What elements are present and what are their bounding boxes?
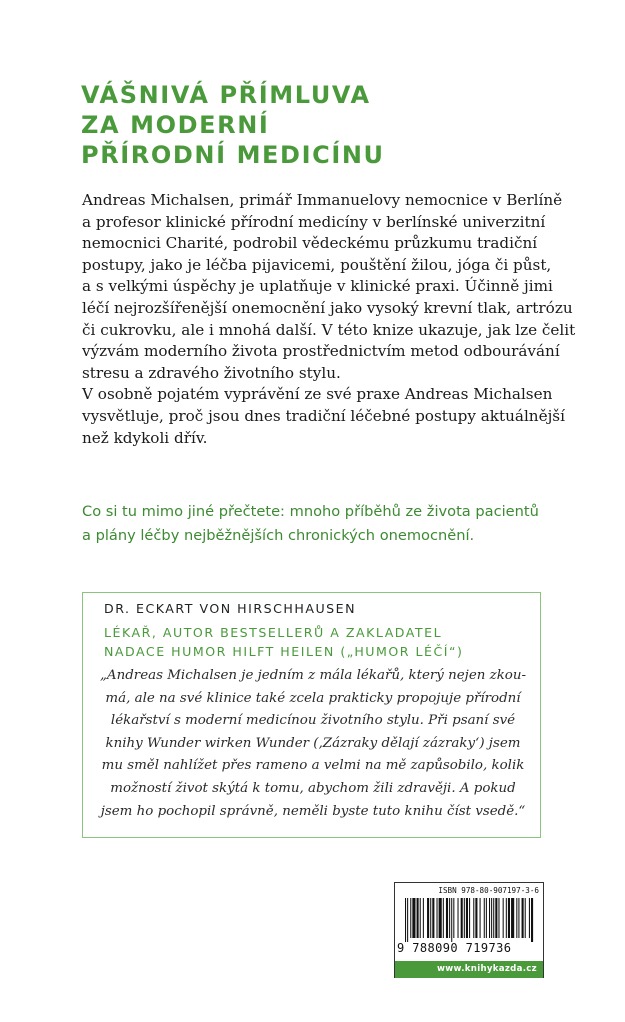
barcode-bar	[437, 898, 438, 938]
teaser-line: Co si tu mimo jiné přečtete: mnoho příběhů ze života pacientů	[82, 503, 539, 520]
description-paragraph	[82, 190, 576, 449]
barcode-bar	[473, 898, 474, 938]
teaser-line: a plány léčby nejběžnějších chronických onemocnění.	[82, 527, 475, 544]
description-line: postupy, jako je léčba pijavicemi, pouštění žilou, jóga či půst,	[82, 255, 552, 274]
quote-line: má, ale na své klinice také zcela prakticky propojuje přírodní	[105, 690, 521, 706]
endorsement-quote	[97, 665, 529, 823]
barcode-bar	[511, 898, 514, 938]
barcode-bar	[493, 898, 494, 938]
barcode-bars	[405, 898, 535, 942]
barcode-bar	[423, 898, 424, 938]
barcode-bar	[498, 898, 499, 938]
barcode-bar	[469, 898, 470, 938]
endorser-role-line: NADACE HUMOR HILFT HEILEN („HUMOR LÉČÍ“)	[104, 644, 464, 659]
description-line: či cukrovku, ale i mnohá další. V této knize ukazuje, jak lze čelit	[82, 320, 576, 339]
barcode-bar	[449, 898, 450, 938]
description-line: než kdykoli dřív.	[82, 428, 208, 447]
barcode-bar	[518, 898, 519, 938]
barcode-bar	[503, 898, 504, 938]
barcode-bar	[407, 898, 408, 942]
barcode-bar	[529, 898, 530, 938]
description-line: léčí nejrozšířenější onemocnění jako vysoký krevní tlak, artrózu	[82, 298, 573, 317]
isbn-label: ISBN 978-80-907197-3-6	[438, 886, 539, 895]
barcode-bar	[420, 898, 421, 938]
quote-line: „Andreas Michalsen je jedním z mála lékařů, který nejen zkou-	[99, 668, 527, 683]
barcode-bar	[480, 898, 481, 938]
barcode-bar	[508, 898, 510, 938]
barcode-bar	[439, 898, 442, 938]
description-line: a s velkými úspěchy je uplatňuje v klinické praxi. Účinně jimi	[82, 277, 553, 296]
endorser-role-line: LÉKAŘ, AUTOR BESTSELLERŮ A ZAKLADATEL	[104, 625, 443, 640]
barcode-digits: 9 788090 719736	[397, 941, 512, 955]
barcode-block	[394, 882, 544, 978]
barcode-bar	[412, 898, 415, 938]
quote-line: knihy Wunder wirken Wunder (‚Zázraky dělají zázraky‘) jsem	[105, 735, 521, 751]
description-line: stresu a zdravého životního stylu.	[82, 363, 341, 382]
barcode-bar	[443, 898, 444, 938]
barcode-bar	[410, 898, 411, 938]
barcode-bar	[430, 898, 431, 938]
publisher-website: www.knihykazda.cz	[395, 961, 543, 978]
barcode-bar	[525, 898, 526, 938]
teaser-text	[82, 500, 562, 548]
description-line: výzvám moderního života prostřednictvím metod odbourávání	[82, 342, 560, 361]
headline-line: PŘÍRODNÍ MEDICÍNU	[81, 141, 385, 169]
quote-line: možností život skýtá k tomu, abychom žili zdravěji. A pokud	[110, 780, 516, 796]
barcode-bar	[458, 898, 459, 938]
barcode-bar	[486, 898, 487, 938]
quote-line: jsem ho pochopil správně, neměli byste tuto knihu číst vsedě.“	[100, 803, 526, 819]
description-line: vysvětluje, proč jsou dnes tradiční léčebné postupy aktuálnější	[82, 406, 565, 425]
barcode-bar	[495, 898, 497, 938]
headline	[81, 80, 385, 170]
barcode-bar	[491, 898, 492, 938]
barcode-bar	[484, 898, 485, 938]
barcode-bar	[453, 898, 454, 938]
description-line: Andreas Michalsen, primář Immanuelovy nemocnice v Berlíně	[82, 191, 563, 209]
barcode-bar	[461, 898, 463, 938]
barcode-bar	[446, 898, 448, 938]
barcode-bar	[489, 898, 490, 938]
barcode-bar	[506, 898, 507, 938]
description-line: a profesor klinické přírodní medicíny v berlínské univerzitní	[82, 212, 546, 231]
barcode-bar	[466, 898, 468, 938]
headline-line: ZA MODERNÍ	[81, 111, 270, 139]
barcode-bar	[432, 898, 434, 938]
description-line: nemocnici Charité, podrobil vědeckému průzkumu tradiční	[82, 234, 538, 253]
headline-line: VÁŠNIVÁ PŘÍMLUVA	[81, 81, 371, 109]
quote-line: lékařství s moderní medicínou životního stylu. Při psaní své	[110, 713, 516, 729]
quote-line: mu směl nahlížet přes rameno a velmi na mě zapůsobilo, kolik	[101, 758, 525, 774]
barcode-bar	[475, 898, 477, 938]
barcode-bar	[405, 898, 406, 942]
barcode-bar	[417, 898, 419, 938]
barcode-bar	[531, 898, 533, 942]
endorsement-box	[82, 592, 541, 838]
barcode-bar	[522, 898, 524, 938]
barcode-bar	[464, 898, 465, 938]
endorser-role	[104, 623, 463, 661]
description-line: V osobně pojatém vyprávění ze své praxe Andreas Michalsen	[82, 385, 553, 404]
barcode-bar	[427, 898, 429, 938]
endorser-name: DR. ECKART VON HIRSCHHAUSEN	[104, 601, 357, 616]
barcode-bar	[451, 898, 452, 942]
barcode-bar	[516, 898, 517, 938]
